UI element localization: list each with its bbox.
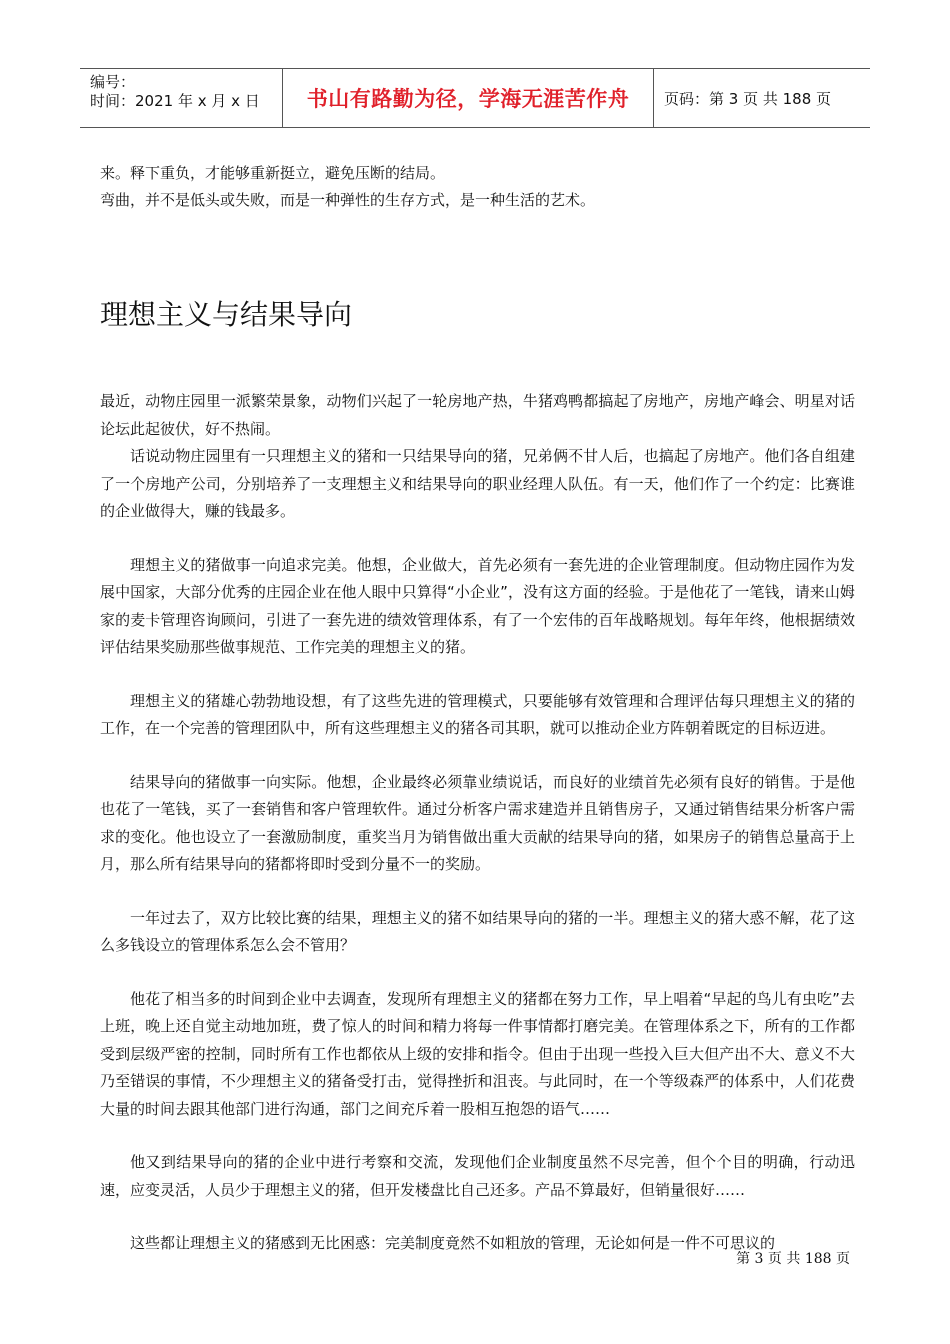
paragraph-4: 理想主义的猪雄心勃勃地设想，有了这些先进的管理模式，只要能够有效管理和合理评估每只理想主义的猪的工作，在一个完善的管理团队中，所有这些理想主义的猪各司其职，就可以推动企业方阵朝着既定的目标迈进。	[100, 691, 855, 737]
page-footer: 第 3 页 共 188 页	[736, 1251, 850, 1267]
paragraph-6: 一年过去了，双方比较比赛的结果，理想主义的猪不如结果导向的猪的一半。理想主义的猪大惑不解，花了这么多钱设立的管理体系怎么会不管用？	[100, 908, 855, 954]
paragraph-2: 话说动物庄园里有一只理想主义的猪和一只结果导向的猪，兄弟俩不甘人后，也搞起了房地产。他们各自组建了一个房地产公司，分别培养了一支理想主义和结果导向的职业经理人队伍。有一天，他们作了一个约定：比赛谁的企业做得大，赚的钱最多。	[100, 447, 855, 520]
paragraph-7: 他花了相当多的时间到企业中去调查，发现所有理想主义的猪都在努力工作，早上唱着“早起的鸟儿有虫吃”去上班，晚上还自觉主动地加班，费了惊人的时间和精力将每一件事情都打磨完美。在管理体系之下，所有的工作都受到层级严密的控制，同时所有工作也都依从上级的安排和指令。但由于出现一些投入巨大但产出不大、意义不大乃至错误的事情，不少理想主义的猪备受打击，觉得挫折和沮丧。与此同时，在一个等级森严的体系中，人们花费大量的时间去跟其他部门进行沟通，部门之间充斥着一股相互抱怨的语气……	[100, 989, 855, 1118]
intro-line-1: 来。释下重负，才能够重新挺立，避免压断的结局。	[100, 164, 446, 182]
article-body	[100, 388, 855, 1284]
paragraph-9: 这些都让理想主义的猪感到无比困惑：完美制度竟然不如粗放的管理，无论如何是一件不可思议的	[130, 1234, 776, 1252]
intro-line-2: 弯曲，并不是低头或失败，而是一种弹性的生存方式，是一种生活的艺术。	[100, 191, 596, 209]
number-label: 编号：	[90, 73, 136, 91]
paragraph-3: 理想主义的猪做事一向追求完美。他想，企业做大，首先必须有一套先进的企业管理制度。但动物庄园作为发展中国家，大部分优秀的庄园企业在他人眼中只算得“小企业”，没有这方面的经验。于是他花了一笔钱，请来山姆家的麦卡管理咨询顾问，引进了一套先进的绩效管理体系，有了一个宏伟的百年战略规划。每年年终，他根据绩效评估结果奖励那些做事规范、工作完美的理想主义的猪。	[100, 555, 855, 656]
paragraph-1: 最近，动物庄园里一派繁荣景象，动物们兴起了一轮房地产热，牛猪鸡鸭都搞起了房地产，房地产峰会、明星对话论坛此起彼伏，好不热闹。	[100, 392, 855, 438]
intro-block	[100, 160, 855, 214]
time-label: 时间：2021 年 x 月 x 日	[90, 92, 260, 110]
paragraph-8: 他又到结果导向的猪的企业中进行考察和交流，发现他们企业制度虽然不尽完善，但个个目的明确，行动迅速，应变灵活，人员少于理想主义的猪，但开发楼盘比自己还多。产品不算最好，但销量很好……	[100, 1153, 855, 1199]
header-meta	[80, 69, 282, 127]
article-title: 理想主义与结果导向	[100, 298, 353, 331]
page-header	[80, 68, 870, 128]
header-page-info: 页码：第 3 页 共 188 页	[664, 89, 832, 108]
header-motto: 书山有路勤为径，学海无涯苦作舟	[282, 69, 654, 127]
paragraph-5: 结果导向的猪做事一向实际。他想，企业最终必须靠业绩说话，而良好的业绩首先必须有良好的销售。于是他也花了一笔钱，买了一套销售和客户管理软件。通过分析客户需求建造并且销售房子，又通过销售结果分析客户需求的变化。他也设立了一套激励制度，重奖当月为销售做出重大贡献的结果导向的猪，如果房子的销售总量高于上月，那么所有结果导向的猪都将即时受到分量不一的奖励。	[100, 772, 855, 873]
